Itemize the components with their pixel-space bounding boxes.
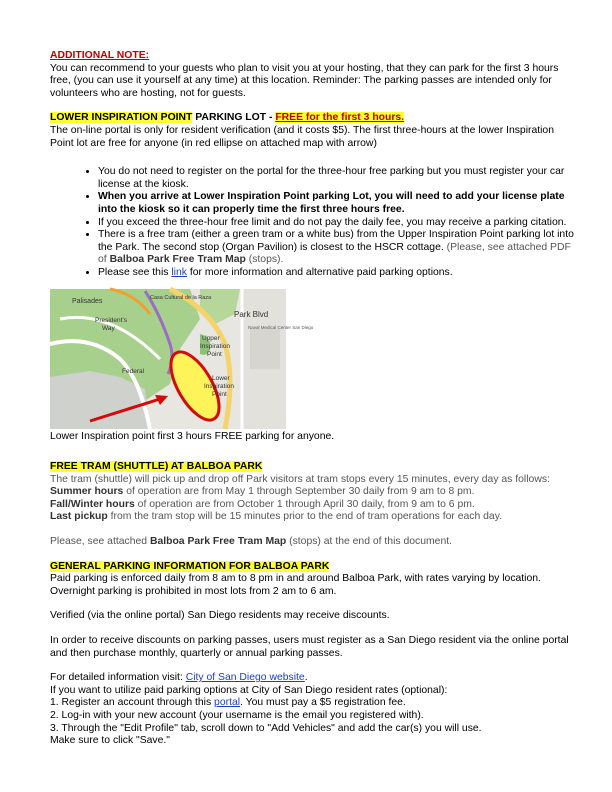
map-label-lower-1: Lower xyxy=(212,374,230,382)
step-1-b: . You must pay a $5 registration fee. xyxy=(240,697,406,709)
parking-lot-heading-name: LOWER INSPIRATION POINT xyxy=(50,112,193,124)
tram-fall-hours xyxy=(50,499,580,512)
additional-note-heading: ADDITIONAL NOTE: xyxy=(50,50,150,61)
summer-hours-label: Summer hours xyxy=(50,486,124,498)
visit-info-b: . xyxy=(304,672,308,684)
parking-lot-heading xyxy=(50,112,580,125)
map-label-palisades: Palisades xyxy=(72,297,103,305)
general-visit-info xyxy=(50,672,580,685)
general-residents-discount: Verified (via the online portal) San Diego residents may receive discounts. xyxy=(50,610,390,622)
step-4: Make sure to click "Save." xyxy=(50,735,170,747)
general-heading-text: GENERAL PARKING INFORMATION FOR BALBOA PARK xyxy=(50,560,330,572)
parking-map-image xyxy=(50,289,314,429)
step-3: 3. Through the "Edit Profile" tab, scroll down to "Add Vehicles" and add the car(s) you will use. xyxy=(50,722,482,734)
tram-heading-text: FREE TRAM (SHUTTLE) AT BALBOA PARK xyxy=(50,461,263,473)
step-2: 2. Log-in with your new account (your username is the email you registered with). xyxy=(50,710,424,721)
general-optional-steps: If you want to utilize paid parking options at City of San Diego resident rates (optional): xyxy=(50,684,448,696)
parking-map-svg xyxy=(50,289,314,429)
tram-see-map-name: Balboa Park Free Tram Map xyxy=(149,536,287,548)
map-label-presidents-1: President's xyxy=(95,316,127,324)
parking-lot-heading-free: FREE for the first 3 hours. xyxy=(275,112,405,124)
bullet-more-info xyxy=(98,267,580,280)
portal-link[interactable]: portal xyxy=(214,697,241,709)
bullet-free-tram xyxy=(98,229,580,267)
general-register-info: In order to receive discounts on parking passes, users must register as a San Diego resident via the online portal and then purchase monthly, quarterly or annual parking passes. xyxy=(50,635,569,659)
map-label-presidents-2: Way xyxy=(102,324,115,332)
tram-see-map xyxy=(50,536,580,549)
map-label-upper-1: Upper xyxy=(202,334,220,342)
bullet-license-plate-text: When you arrive at Lower Inspiration Point parking Lot, you will need to add your license plate into the kiosk so it can properly time the first three hours free. xyxy=(98,191,565,215)
bullet-free-tram-see-a: (Please, see attached PDF of xyxy=(98,241,571,266)
bullet-kiosk-register: • You do not need to register on the portal for the three-hour free parking but you must register your car license at the kiosk. xyxy=(98,166,580,191)
more-info-link[interactable]: link xyxy=(171,266,187,278)
bullet-free-tram-text: There is a free tram (either a green tram or a white bus) from the Upper Inspiration Point parking lot into the Park. The second stop (Organ Pavilion) is closest to the HSCR cottage. xyxy=(98,229,574,253)
last-pickup-label: Last pickup xyxy=(50,511,108,523)
map-label-lower-3: Point xyxy=(212,390,227,398)
map-label-park-blvd: Park Blvd xyxy=(234,309,269,319)
step-1 xyxy=(50,697,580,710)
bullet-free-tram-see-b: (stops). xyxy=(245,254,284,266)
map-label-federal: Federal xyxy=(122,367,145,375)
fall-hours-text: of operation are from October 1 through April 30 daily, from 9 am to 6 pm. xyxy=(134,498,475,510)
bullet-more-info-a: Please see this xyxy=(98,266,172,278)
tram-last-pickup xyxy=(50,511,580,524)
bullet-citation: • If you exceed the three-hour free limit and do not pay the daily fee, you may receive a parking citation. xyxy=(98,217,580,230)
last-pickup-text: from the tram stop will be 15 minutes prior to the end of tram operations for each day. xyxy=(107,511,503,523)
fall-hours-label: Fall/Winter hours xyxy=(50,498,135,510)
tram-heading xyxy=(50,461,580,474)
parking-lot-intro: The on-line portal is only for resident verification (and it costs $5). The first three-hours at the lower Inspiration Point lot are free for anyone (in red ellipse on attached map with arrow) xyxy=(50,124,554,149)
map-label-lower-2: Inspiration xyxy=(204,382,234,390)
tram-see-map-b: (stops) at the end of this document. xyxy=(286,536,452,548)
document-body xyxy=(50,50,580,748)
bullet-free-tram-map-name: Balboa Park Free Tram Map xyxy=(109,254,246,266)
map-label-cabrillo: Casa Cultural de la Raza xyxy=(150,294,212,301)
general-heading xyxy=(50,561,580,574)
map-label-upper-3: Point xyxy=(207,350,222,358)
map-label-naval: Naval Medical Center San Diego xyxy=(248,324,314,330)
parking-lot-heading-mid: PARKING LOT - xyxy=(192,112,276,124)
bullet-more-info-b: for more information and alternative paid parking options. xyxy=(186,266,453,278)
tram-summer-hours xyxy=(50,486,580,499)
bullet-license-plate xyxy=(98,191,580,216)
step-1-a: 1. Register an account through this xyxy=(50,697,215,709)
parking-lot-bullets xyxy=(50,166,580,279)
general-paid-parking: Paid parking is enforced daily from 8 am to 8 pm in and around Balboa Park, with rates varying by location. Overnight parking is prohibited in most lots from 2 am to 6 am. xyxy=(50,573,541,597)
summer-hours-text: of operation are from May 1 through September 30 daily from 9 am to 8 pm. xyxy=(123,486,475,498)
tram-intro: The tram (shuttle) will pick up and drop off Park visitors at tram stops every 15 minutes, every day as follows: xyxy=(50,473,550,485)
city-website-link[interactable]: City of San Diego website xyxy=(185,672,305,684)
map-label-upper-2: Inspiration xyxy=(200,342,230,350)
tram-see-map-a: Please, see attached xyxy=(50,536,150,548)
additional-note-text: You can recommend to your guests who plan to visit you at your hosting, that they can park for the first 3 hours free, (you can use it yourself at any time) at this location. Reminder: The parking passes are intended only for volunteers who are hosting, not for guests. xyxy=(50,62,559,99)
map-caption: Lower Inspiration point first 3 hours FREE parking for anyone. xyxy=(50,430,335,442)
visit-info-a: For detailed information visit: xyxy=(50,672,186,684)
